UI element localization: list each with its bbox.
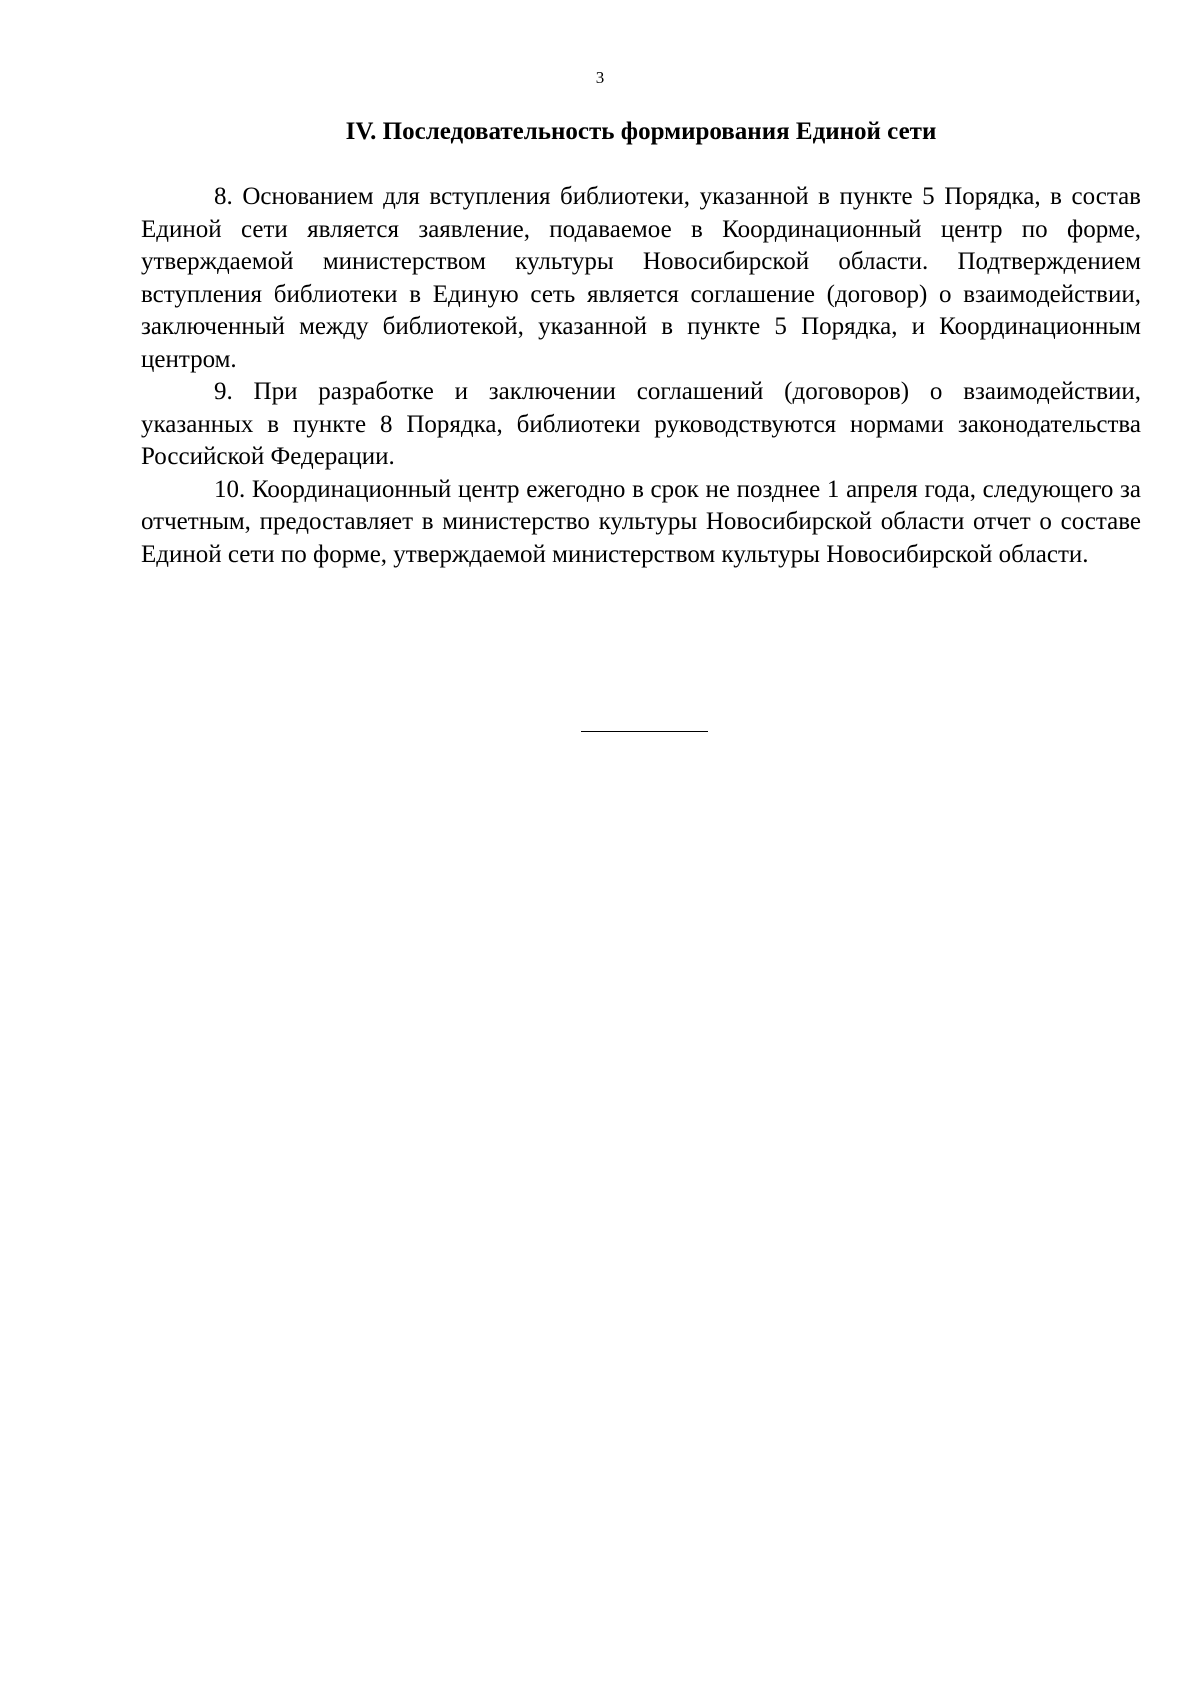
page-number: 3 xyxy=(595,68,605,87)
section-heading: IV. Последовательность формирования Единой сети xyxy=(345,118,937,145)
paragraph-9: 9. При разработке и заключении соглашений (договоров) о взаимодействии, указанных в пункте 8 Порядка, библиотеки руководствуются нормами законодательства Российской Федерации. xyxy=(141,378,1141,470)
paragraph-8: 8. Основанием для вступления библиотеки, указанной в пункте 5 Порядка, в состав Единой сети является заявление, подаваемое в Координационный центр по форме, утверждаемой министерством культуры Новосибирской области. Подтверждением вступления библиотеки в Единую сеть является соглашение (договор) о взаимодействии, заключенный между библиотекой, указанной в пункте 5 Порядка, и Координационным центром. xyxy=(141,183,1141,373)
paragraph-10: 10. Координационный центр ежегодно в срок не позднее 1 апреля года, следующего за отчетным, предоставляет в министерство культуры Новосибирской области отчет о составе Единой сети по форме, утверждаемой министерством культуры Новосибирской области. xyxy=(141,475,1141,568)
end-of-document-rule xyxy=(581,731,708,732)
section-body xyxy=(141,181,1141,571)
